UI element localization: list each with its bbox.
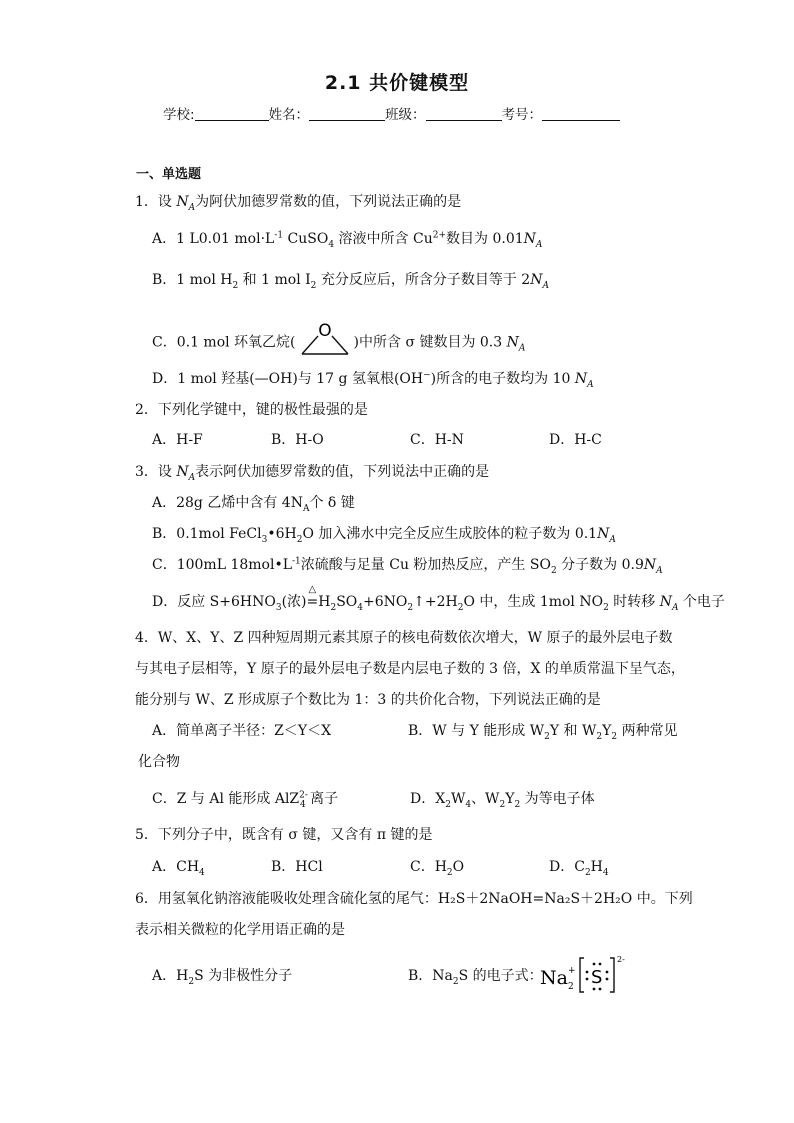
heat-triangle-icon: △ =H <box>306 584 331 610</box>
question-1-option-b[interactable]: B．1 mol $H_2$ 和 1 mol $I_2$ 充分反应后，所含分子数目等于 $2N_A$ <box>152 272 549 291</box>
question-5-stem: 5．下列分子中，既含有 σ 键，又含有 π 键的是 <box>135 827 433 843</box>
question-3-option-d[interactable]: D．反应 $S+6HNO_3$(浓) △ $=H_2SO_4+6NO_2↑+2H_2O$ 中，生成 1mol $NO_2$ 时转移 $N_A$ 个电子 <box>152 584 725 613</box>
epoxide-ring-icon <box>298 322 352 363</box>
question-1-option-d[interactable]: D．1 mol 羟基(—OH)与 17 g 氢氧根(OH−)所含的电子数均为 10 $N_A$ <box>152 370 594 390</box>
student-info-line <box>163 103 620 123</box>
question-6-line-2: 表示相关微粒的化学用语正确的是 <box>135 922 345 938</box>
class-blank[interactable] <box>426 106 502 121</box>
question-2-stem: 2．下列化学键中，键的极性最强的是 <box>135 402 368 418</box>
svg-text:2-: 2- <box>617 955 625 964</box>
name-blank[interactable] <box>309 106 385 121</box>
question-4-option-a[interactable]: A．简单离子半径：Z＜Y＜X <box>152 723 332 739</box>
name-label: 姓名： <box>268 107 310 123</box>
school-label: 学校: <box>163 107 195 123</box>
exam-no-blank[interactable] <box>542 106 620 121</box>
question-6-line-1: 6．用氢氧化钠溶液能吸收处理含硫化氢的尾气：H₂S＋2NaOH=Na₂S＋2H₂O 中。下列 <box>135 891 693 907</box>
question-3-option-a[interactable]: A．28g 乙烯中含有 $4N_A$个 δ 键 <box>152 495 355 514</box>
question-1-stem: 1．设 $N_A$为阿伏加德罗常数的值，下列说法正确的是 <box>135 194 462 213</box>
svg-text:O: O <box>317 322 332 341</box>
svg-text:+: + <box>568 966 576 976</box>
question-3-option-b[interactable]: B．0.1mol $FeCl_3•6H_2O$ 加入沸水中完全反应生成胶体的粒子数为 $0.1N_A$ <box>152 526 616 545</box>
question-3-option-c[interactable]: C．100mL $18mol•L^{-1}$浓硫酸与足量 Cu 粉加热反应，产生 $SO_2$ 分子数为 $0.9N_A$ <box>152 556 663 576</box>
sodium-sulfide-electron-formula <box>538 952 630 1000</box>
question-5-option-d[interactable]: D．$C_2H_4$ <box>549 859 609 878</box>
question-4-line-1: 4．W、X、Y、Z 四种短周期元素其原子的核电荷数依次增大，W 原子的最外层电子数 <box>135 630 673 646</box>
question-3-stem: 3．设 $N_A$表示阿伏加德罗常数的值，下列说法中正确的是 <box>135 464 490 483</box>
page-title: 2.1 共价键模型 <box>324 72 470 94</box>
question-2-option-b[interactable]: B．H-O <box>271 432 324 448</box>
question-6-option-b[interactable]: B．$Na_2S$ 的电子式： <box>408 968 543 987</box>
exam-no-label: 考号： <box>501 107 543 123</box>
question-5-option-c[interactable]: C．$H_2O$ <box>410 859 465 878</box>
electron-formula-svg <box>538 952 630 996</box>
question-2-option-d[interactable]: D．H-C <box>549 432 602 448</box>
question-2-option-a[interactable]: A．H-F <box>152 432 203 448</box>
svg-text:S: S <box>591 967 603 988</box>
question-1-option-c[interactable]: C．0.1 mol 环氧乙烷( O )中所含 σ 键数目为 0.3 $N_A$ <box>152 322 525 363</box>
question-5-option-a[interactable]: A．$CH_4$ <box>152 859 205 878</box>
section-heading: 一、单选题 <box>136 167 202 182</box>
question-1-option-a[interactable]: A．1 L0.01 $mol\cdot L^{-1}$ CuSO$_4$ 溶液中所含 $Cu^{2+}$数目为 $0.01N_A$ <box>152 230 543 250</box>
question-6-option-a[interactable]: A．$H_2S$ 为非极性分子 <box>152 968 293 987</box>
question-4-line-2: 与其电子层相等，Y 原子的最外层电子数是内层电子数的 3 倍，X 的单质常温下呈气态， <box>135 661 685 677</box>
question-4-option-b-continued: 化合物 <box>138 754 180 770</box>
question-4-option-c[interactable]: C．Z 与 Al 能形成 AlZ$^{2-}_4$ 离子 <box>152 790 339 810</box>
school-blank[interactable] <box>195 106 269 121</box>
question-4-line-3: 能分别与 W、Z 形成原子个数比为 1：3 的共价化合物，下列说法正确的是 <box>135 692 601 708</box>
question-4-option-d[interactable]: D．$X_2W_4$、$W_2Y_2$ 为等电子体 <box>410 791 595 810</box>
svg-text:2: 2 <box>568 982 574 992</box>
question-2-option-c[interactable]: C．H-N <box>410 432 464 448</box>
class-label: 班级： <box>385 107 426 123</box>
question-5-option-b[interactable]: B．HCl <box>271 859 323 875</box>
svg-text:Na: Na <box>540 967 568 989</box>
question-4-option-b[interactable]: B．W 与 Y 能形成 $W_2Y$ 和 $W_2Y_2$ 两种常见 <box>408 723 678 742</box>
